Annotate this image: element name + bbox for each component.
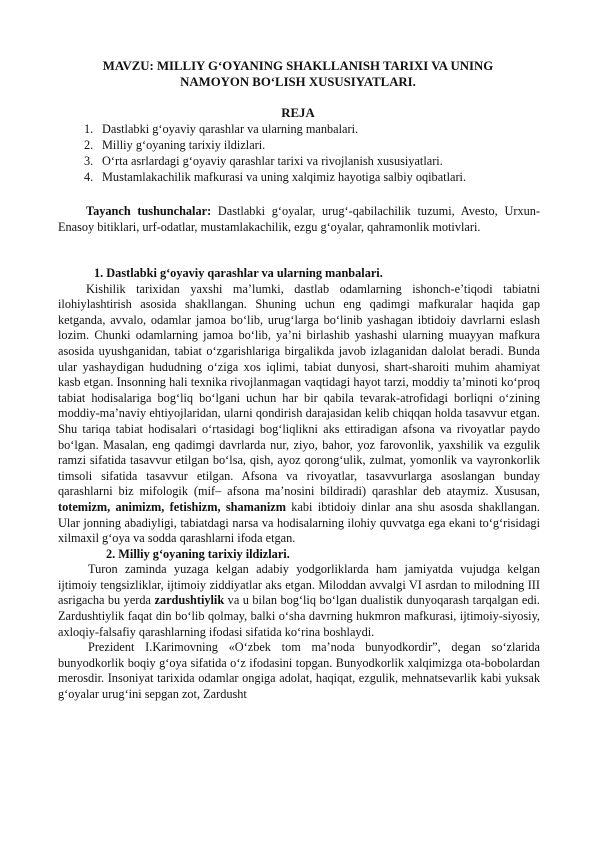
- plan-item-text: Mustamlakachilik mafkurasi va uning xalqimiz hayotiga salbiy oqibatlari.: [102, 170, 467, 184]
- plan-item: [84, 122, 466, 138]
- key-concepts-block: [58, 204, 540, 235]
- section-2-paragraph-2: Prezident I.Karimovning «O‘zbek tom ma’noda bunyodkordir”, degan so‘zlarida bunyodkorlik boqiy g‘oya sifatida o‘z ifodasini topgan. Bunyodkorlik xalqimizga ota-bobolardan merosdir. Insoniyat tarixida odamlar ongiga adolat, haqiqat, ezgulik, mehnatsevarlik kabi yuksak g‘oyalar urug‘ini sepgan zot, Zardusht: [58, 640, 540, 702]
- plan-list: [84, 122, 466, 186]
- document-title: MAVZU: MILLIY G‘OYANING SHAKLLANISH TARIXI VA UNING NAMOYON BO‘LISH XUSUSIYATLARI.: [102, 59, 494, 89]
- plan-item-number: 4.: [84, 170, 94, 184]
- plan-item-number: 3.: [84, 154, 94, 168]
- section-2-text-end: va u bilan bog‘liq bo‘lgan dualistik dunyoqarash tarqalgan edi. Zardushtiylik faqat din bo‘lib qolmay, balki o‘sha davrning hukmron mafkurasi, ijtimoiy-siyosiy, axloqiy-falsafiy qarashlarning ifodasi sifatida ko‘rina boshlaydi.: [58, 593, 540, 639]
- section-1-paragraph: [58, 282, 540, 547]
- section-2-text: Turon zaminda yuzaga kelgan adabiy yodgorliklarda ham jamiyatda vujudga kelgan ijtimoiy tengsizliklar, ijtimoiy ziddiyatlar aks etgan. Miloddan avvalgi VI asrdan to milodning III asrigacha bu yerda: [58, 562, 540, 608]
- plan-item: [84, 138, 466, 154]
- key-concepts-text: Dastlabki g‘oyalar, urug‘-qabilachilik tuzumi, Avesto, Urxun-Enasoy bitiklari, urf-odatlar, mustamlakachilik, ezgu g‘oyalar, qahramonlik motivlari.: [58, 204, 540, 234]
- section-1-text: Kishilik tarixidan yaxshi ma’lumki, dastlab odamlarning ishonch-e’tiqodi tabiatni ilohiylashtirish asosida shakllangan. Shuning uchun eng qadimgi mafkuralar haqida gap ketganda, avvalo, odamlar jamoa bo‘lib, urug‘larga bo‘linib yashagan ibtidoiy davrlarni eslash lozim. Chunki odamlarning jamoa bo‘lib, ya’ni birlashib yashashi ularning muayyan mafkura asosida uyushganidan, tabiat o‘zgarishlariga birgalikda javob izlaganidan dalolat beradi. Bunda ular yashaydigan hududning o‘ziga xos iqlimi, tabiat dunyosi, shart-sharoiti muhim ahamiyat kasb etgan. Insonning hali texnika rivojlanmagan vaqtidagi hayot tarzi, moddiy ta’minoti ko‘proq tabiat hodisalariga bog‘liq bo‘lgani uchun har bir qabila tevarak-atrofidagi borliqni o‘zining moddiy-ma’naviy ehtiyojlaridan, ularni qondirish darajasidan kelib chiqqan holda tasavvur etgan. Shu tariqa tabiat hodisalari o‘rtasidagi bog‘liqlikni aks ettiradigan afsona va rivoyatlar paydo bo‘lgan. Masalan, eng qadimgi davrlarda nur, ziyo, bahor, yoz farovonlik, yaxshilik va ezgulik ramzi sifatida tasavvur etilgan bo‘lsa, qish, ayoz qorong‘ulik, zulmat, yomonlik va vayronkorlik timsoli sifatida tasavvur etilgan. Afsona va rivoyatlar, tasavvurlarga asoslangan bunday qarashlarni biz mifologik (mif– afsona ma’nosini bildiradi) qarashlar deb ataymiz. Xususan,: [58, 281, 540, 499]
- section-1-text-end: kabi ibtidoiy dinlar ana shu asosda shakllangan. Ular jonning abadiyligi, tabiatdagi narsa va hodisalarning ilohiy quvvatga ega ekani to‘g‘risidagi xilmaxil g‘oya va sodda qarashlarni ifoda etgan.: [58, 499, 541, 546]
- key-concepts-paragraph: [58, 204, 540, 235]
- section-1-bold-terms: totemizm, animizm, fetishizm, shamanizm: [58, 499, 286, 514]
- plan-item: [84, 154, 466, 170]
- section-1: [58, 266, 540, 703]
- plan-heading: REJA: [281, 106, 315, 120]
- plan-item-text: O‘rta asrlardagi g‘oyaviy qarashlar tarixi va rivojlanish xususiyatlari.: [102, 154, 443, 168]
- plan-item: [84, 170, 466, 186]
- plan-item-text: Milliy g‘oyaning tarixiy ildizlari.: [102, 138, 266, 152]
- section-2-bold-term: zardushtiylik: [154, 593, 225, 608]
- section-2-paragraph: [58, 562, 540, 640]
- section-1-heading: 1. Dastlabki g‘oyaviy qarashlar va ularning manbalari.: [94, 266, 383, 280]
- key-concepts-label: Tayanch tushunchalar:: [86, 204, 212, 218]
- plan-item-text: Dastlabki g‘oyaviy qarashlar va ularning manbalari.: [102, 122, 359, 136]
- section-2-heading: 2. Milliy g‘oyaning tarixiy ildizlari.: [106, 546, 290, 561]
- plan-item-number: 1.: [84, 122, 94, 136]
- plan-item-number: 2.: [84, 138, 94, 152]
